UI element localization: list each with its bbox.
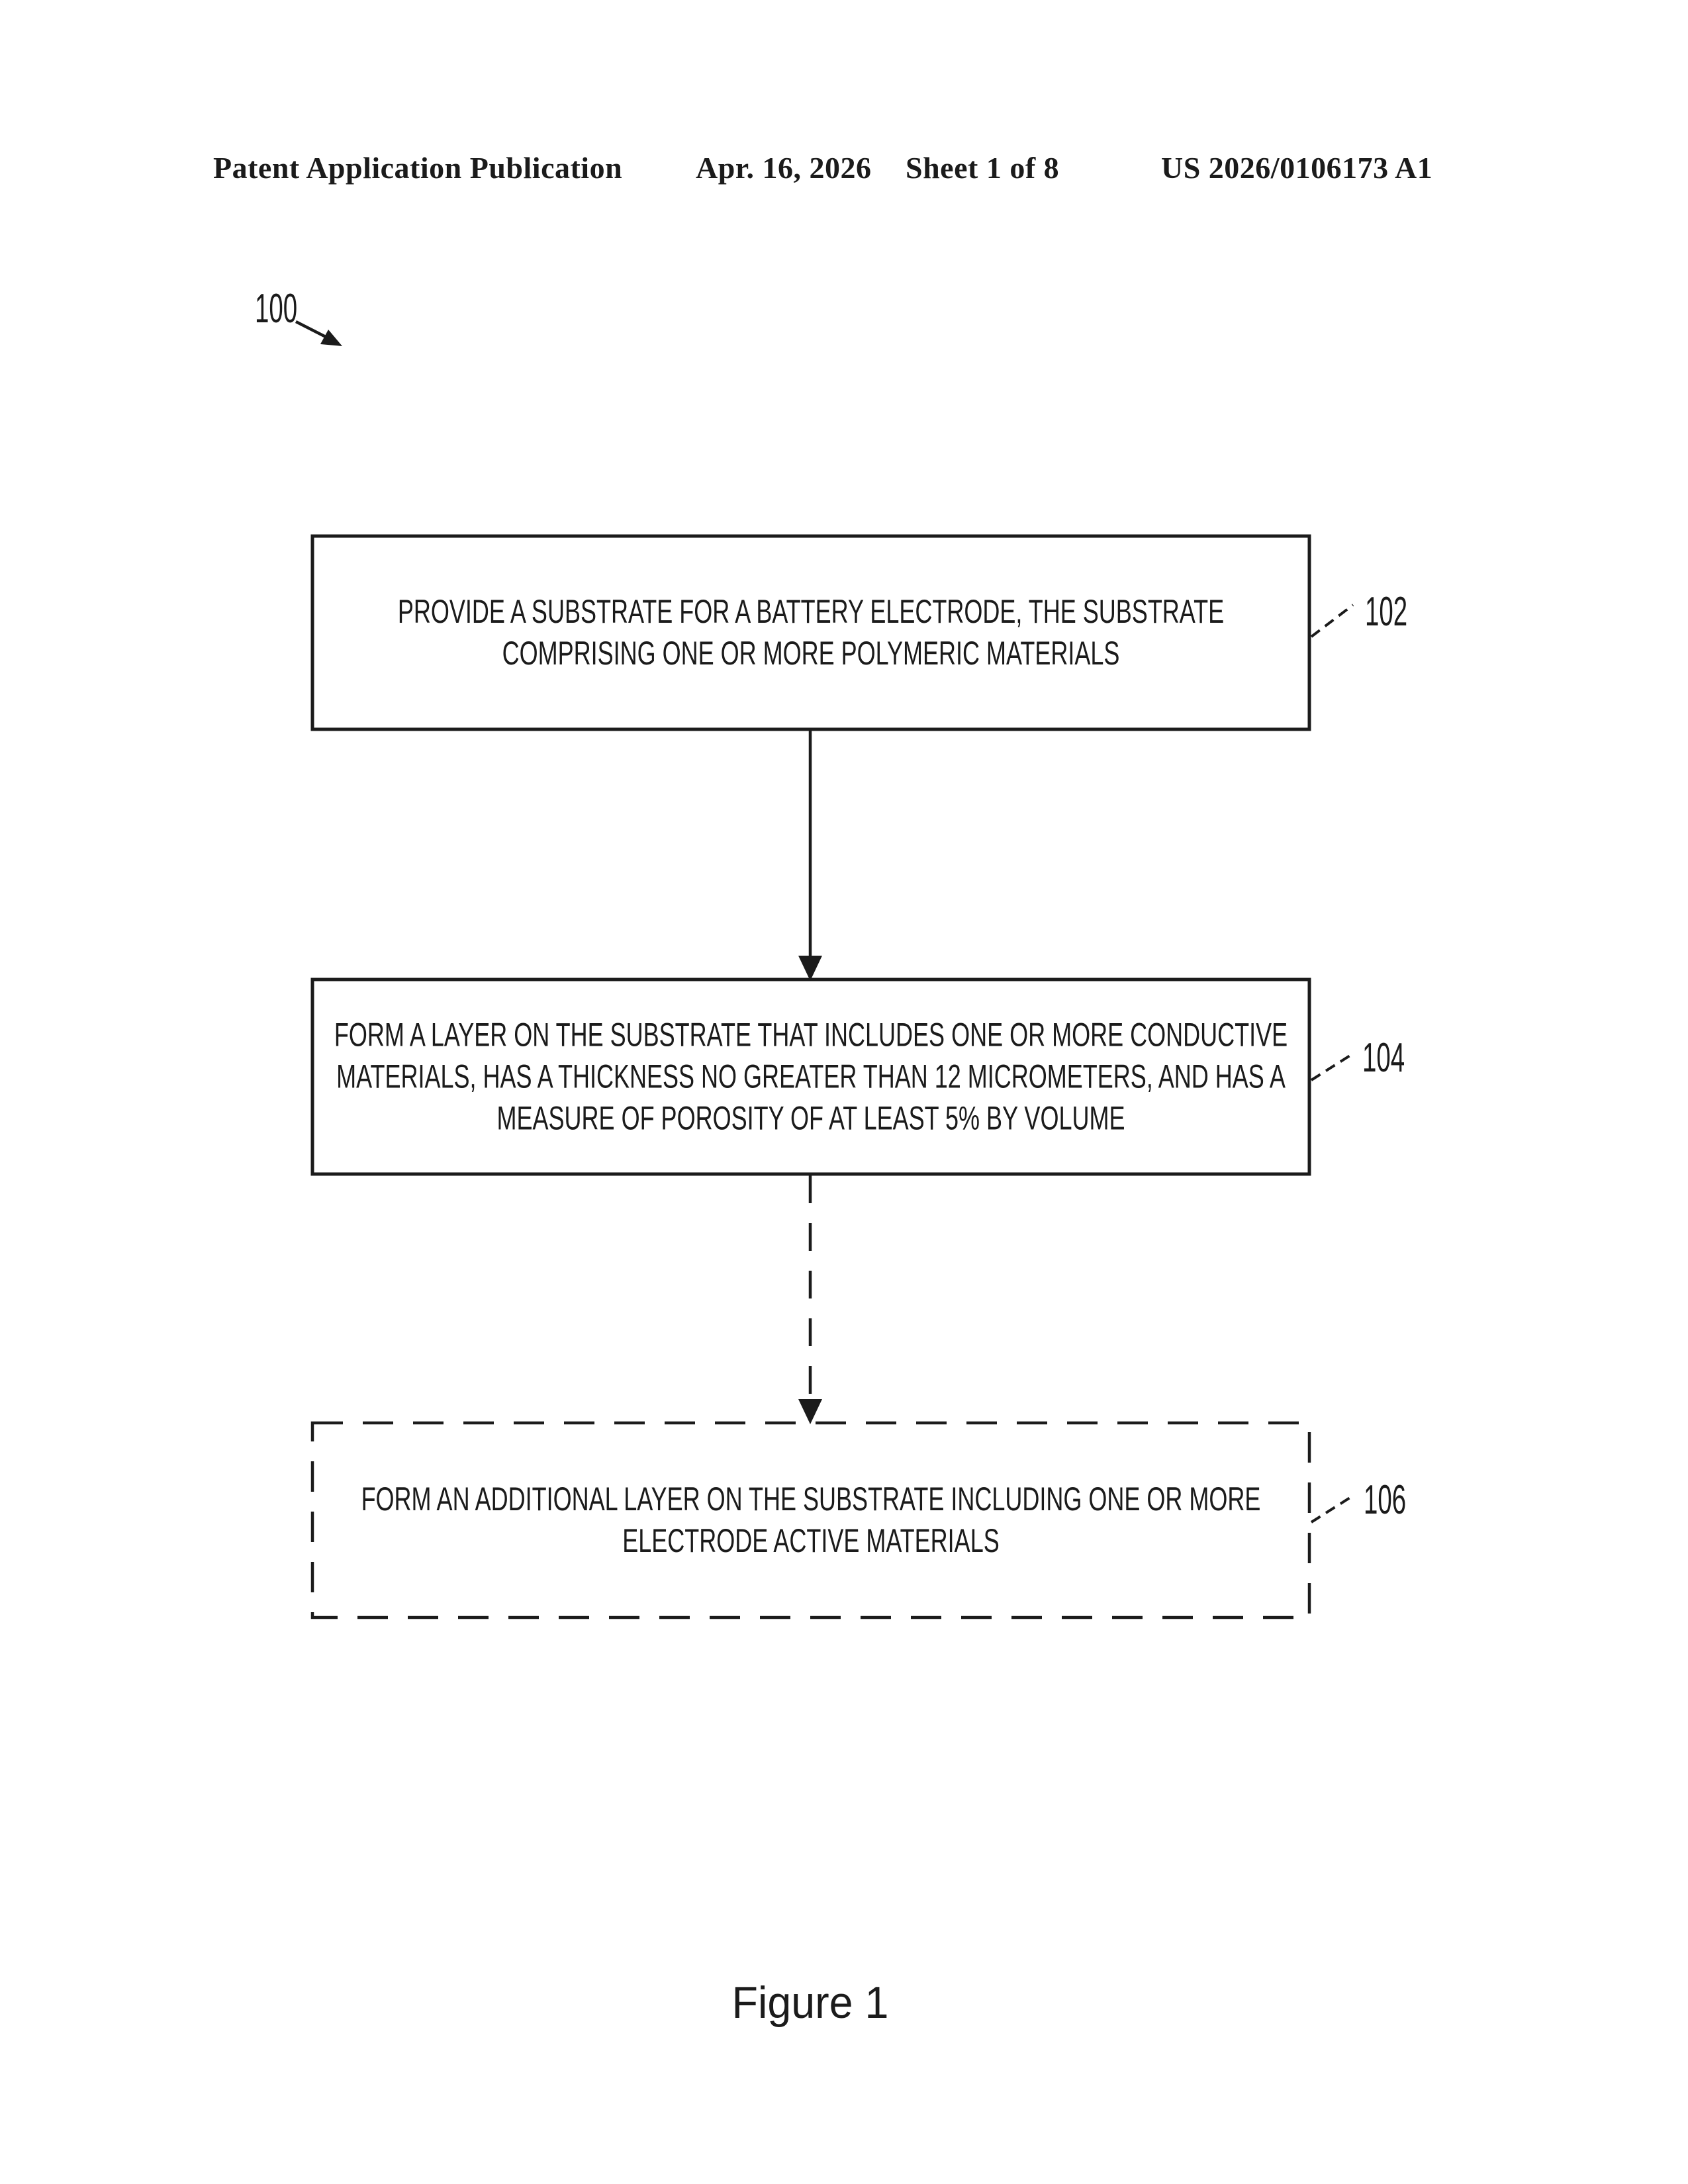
- connector-arrow-dashed: [798, 1175, 822, 1424]
- header-sheet-count: Sheet 1 of 8: [906, 151, 1060, 185]
- ref-numeral-104: 104: [1362, 1035, 1405, 1081]
- connector-arrow-dashed-head: [798, 1399, 822, 1424]
- header-date: Apr. 16, 2026: [696, 151, 872, 185]
- step-106-box: [312, 1423, 1309, 1617]
- figure-reference-number: 100: [255, 286, 298, 332]
- step-102-text: PROVIDE A SUBSTRATE FOR A BATTERY ELECTRODE, THE SUBSTRATE COMPRISING ONE OR MORE POLYMERIC MATERIALS: [397, 593, 1225, 672]
- step-104-text: FORM A LAYER ON THE SUBSTRATE THAT INCLUDES ONE OR MORE CONDUCTIVE MATERIALS, HAS A THICKNESS NO GREATER THAN 12 MICROMETERS, AND HAS A MEASURE OF POROSITY OF AT LEAST 5% BY VOLUME: [334, 1016, 1288, 1137]
- header-patent-number: US 2026/0106173 A1: [1161, 151, 1433, 185]
- step-106-text: FORM AN ADDITIONAL LAYER ON THE SUBSTRATE INCLUDING ONE OR MORE ELECTRODE ACTIVE MATERIALS: [361, 1480, 1261, 1559]
- figure-reference-arrow: [296, 322, 342, 346]
- step-102-box: [312, 536, 1309, 729]
- connector-arrow-solid-head: [798, 956, 822, 981]
- ref-numeral-102: 102: [1365, 589, 1408, 635]
- step-104-box: [312, 979, 1309, 1174]
- figure-caption: Figure 1: [731, 1978, 889, 2028]
- figure-reference-arrow-shaft: [296, 322, 328, 338]
- ref-numeral-106: 106: [1364, 1477, 1407, 1523]
- figure-reference-arrow-head: [320, 330, 342, 346]
- connector-arrow-solid: [798, 731, 822, 981]
- header-publication-label: Patent Application Publication: [213, 151, 623, 185]
